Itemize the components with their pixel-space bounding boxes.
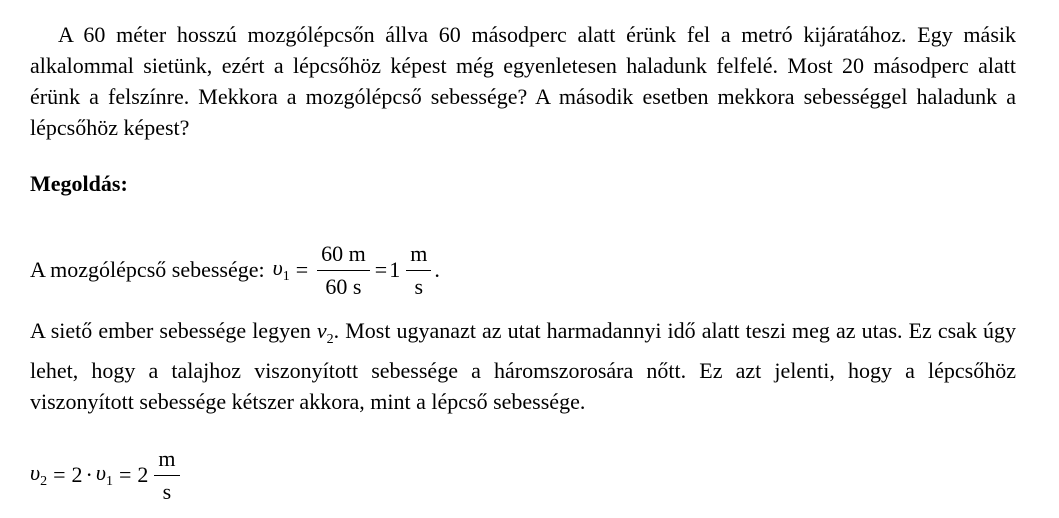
fraction-numerator: 60 m: [317, 241, 370, 271]
problem-text: A 60 méter hosszú mozgólépcsőn állva 60 másodperc alatt érünk fel a metró kijáratához. Egy másik alkalommal sietünk, ezért a lépcsőhöz képest még egyenletesen haladunk felfelé. Most 20 másodperc alatt érünk a felszínre. Mekkora a mozgólépcső sebessége? A második esetben mekkora sebességgel haladunk a lépcsőhöz képest?: [30, 22, 1016, 140]
formula1-variable: [273, 255, 290, 285]
problem-statement: [30, 19, 1016, 143]
solution-heading: Megoldás:: [30, 171, 128, 196]
unit-fraction-2: [154, 446, 179, 505]
solution-explanation: [30, 315, 1016, 417]
walker-speed-formula: [30, 439, 183, 511]
v2-symbol: v: [316, 318, 327, 343]
formula1-equals: =: [295, 257, 309, 282]
formula1-result: 1: [389, 257, 401, 282]
fraction-denominator: 60 s: [325, 273, 362, 299]
explanation-text-2: . Most ugyanazt az utat harmadannyi idő alatt teszi meg az utas. Ez csak úgy lehet, hogy a talajhoz viszonyított sebessége a háromszorosára nőtt. Ez azt jelenti, hogy a lépcsőhöz viszonyított sebessége kétszer akkora, mint a lépcső sebessége.: [30, 318, 1017, 414]
v2-subscript: 2: [326, 332, 334, 347]
unit-numerator: m: [406, 241, 431, 271]
v1-symbol: υ: [272, 255, 283, 280]
unit-denominator: s: [414, 273, 424, 299]
formula1-label: A mozgólépcső sebessége:: [30, 257, 265, 282]
formula2-equals-2: =: [118, 462, 132, 487]
formula1-period: .: [434, 257, 440, 282]
v1-subscript: 1: [282, 269, 290, 284]
document-page: [30, 19, 1017, 504]
unit-fraction: [406, 241, 431, 300]
distance-over-time-fraction: [317, 241, 370, 300]
formula1-equals-2: =: [374, 257, 388, 282]
v1-formula-subscript: 1: [105, 474, 113, 489]
formula2-equals: =: [53, 462, 66, 487]
unit-denominator-2: s: [162, 478, 172, 504]
formula2-variable-2: [96, 460, 113, 490]
escalator-speed-formula: [30, 234, 440, 306]
unit-numerator-2: m: [154, 446, 179, 476]
explanation-text-1: A siető ember sebessége legyen: [30, 318, 317, 343]
formula2-factor: 2: [71, 462, 83, 487]
v1-formula-symbol: υ: [95, 460, 106, 485]
v2-formula-symbol: υ: [30, 460, 41, 485]
v2-formula-subscript: 2: [40, 474, 48, 489]
formula2-variable: [30, 460, 47, 490]
multiplication-dot: ·: [85, 462, 93, 487]
formula2-result: 2: [137, 462, 149, 487]
